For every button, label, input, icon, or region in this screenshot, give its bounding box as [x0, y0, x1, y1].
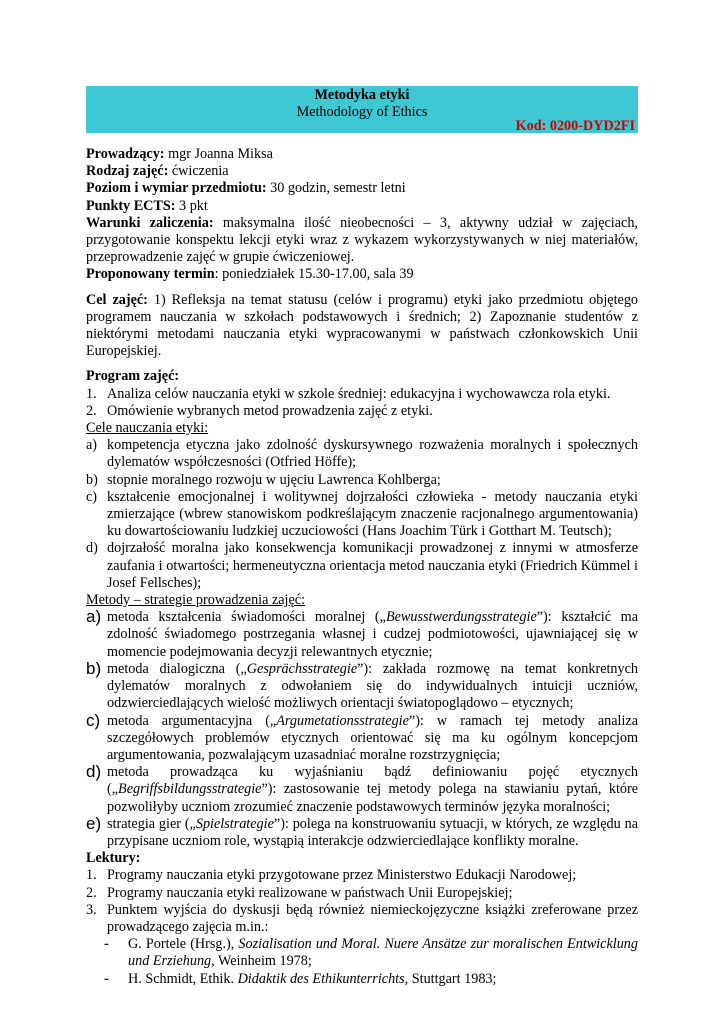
list-item: d) dojrzałość moralna jako konsekwencja komunikacji prowadzonej z innymi w atmosferze zaufania i otwartości; hermeneutyczna orientacja metod nauczania etyki (Friedrich Kümmel i Josef Fellsches); — [86, 540, 638, 591]
goal-paragraph — [86, 292, 638, 361]
ects-label: Punkty ECTS: — [86, 197, 176, 214]
course-header — [86, 86, 638, 133]
type-value: ćwiczenia — [171, 163, 229, 180]
list-item: 1. Analiza celów nauczania etyki w szkole średniej: edukacyjna i wychowawcza rola etyki. — [86, 385, 611, 402]
list-item: c) metoda argumentacyjna („Argumetationsstrategie”): w ramach tej metody analiza szczegółowych problemów etycznych orientować się ma ku ogólnym koncepcjom argumentowania, pozwalającym uzasadniać moralne rozstrzygnięcia; — [86, 710, 639, 763]
program-list — [86, 386, 638, 420]
instructor-value: mgr Joanna Miksa — [168, 146, 273, 162]
term-label: Proponowany termin — [86, 266, 215, 283]
list-item: a) metoda kształcenia świadomości moralnej („Bewusstwerdungsstrategie”): kształcić ma zdolność świadomego postrzegania własnej i cudzej podmiotowości, ujawniającej się w momencie podejmowania decyzji relewantnych etycznie; — [86, 607, 638, 660]
list-item: 2. Programy nauczania etyki realizowane w państwach Unii Europejskiej; — [86, 884, 513, 901]
goals-list — [86, 437, 638, 592]
instructor-line — [86, 146, 638, 163]
instructor-label: Prowadzący: — [86, 146, 165, 162]
list-item: - G. Portele (Hrsg.), Sozialisation und Moral. Nuere Ansätze zur moralischen Entwicklung und Erziehung, Weinheim 1978; — [104, 936, 638, 970]
list-item: d) metoda prowadząca ku wyjaśnianiu bądź definiowaniu pojęć etycznych („Begriffsbildungsstrategie”): zastosowanie tej metody polega na stawianiu pytań, które pozwoliłyby uczniom zrozumieć znaczenie podstawowych terminów języka moralności; — [86, 762, 638, 815]
list-item: 2. Omówienie wybranych metod prowadzenia zajęć z etyki. — [86, 402, 433, 419]
literature-heading: Lektury: — [86, 850, 141, 867]
course-subtitle: Methodology of Ethics — [296, 104, 428, 121]
conditions-line — [86, 215, 638, 267]
type-label: Rodzaj zajęć: — [86, 163, 169, 180]
course-code: Kod: 0200-DYD2FI — [515, 118, 635, 134]
list-item: - H. Schmidt, Ethik. Didaktik des Ethikunterrichts, Stuttgart 1983; — [104, 970, 497, 987]
ects-value: 3 pkt — [179, 197, 208, 214]
program-heading: Program zajęć: — [86, 368, 180, 385]
list-item: a) kompetencja etyczna jako zdolność dyskursywnego rozważenia moralnych i społecznych dylematów współczesności (Otfried Höffe); — [86, 437, 638, 471]
conditions-label: Warunki zaliczenia: — [86, 214, 214, 231]
list-item: 1. Programy nauczania etyki przygotowane przez Ministerstwo Edukacji Narodowej; — [86, 867, 577, 884]
list-item: c) kształcenie emocjonalnej i wolitywnej dojrzałości człowieka - metody nauczania etyki zmierzające (wbrew stanowiskom podkreślającym znaczenie racjonalnego argumentowania) ku dowartościowaniu ludzkiej uczuciowości (Hans Joachim Türk i Gotthart M. Teutsch); — [86, 488, 638, 540]
document-body — [86, 146, 638, 988]
level-label: Poziom i wymiar przedmiotu: — [86, 180, 267, 197]
methods-heading: Metody – strategie prowadzenia zajęć: — [86, 592, 306, 609]
list-item: 3. Punktem wyjścia do dyskusji będą również niemieckojęzyczne książki zreferowane przez prowadzącego zajęcia m.in.: — [86, 901, 638, 935]
term-line — [86, 266, 638, 283]
goal-label: Cel zajęć: — [86, 291, 148, 308]
course-title: Metodyka etyki — [314, 87, 410, 103]
list-item: e) strategia gier („Spielstrategie”): polega na konstruowaniu sytuacji, w których, ze względu na przypisane uczniom role, wystąpią interakcje odzwierciedlające konflikty moralne. — [86, 813, 638, 849]
methods-list — [86, 609, 638, 850]
list-item: b) metoda dialogiczna („Gesprächsstrategie”): zakłada rozmowę na temat konkretnych dylematów moralnych z odwołaniem się do indywidualnych intuicji uczniów, odzwierciedlających wielość możliwych orientacji światopoglądowo – etycznych; — [86, 658, 639, 712]
list-item: b) stopnie moralnego rozwoju w ujęciu Lawrenca Kohlberga; — [86, 471, 441, 488]
conditions-value: maksymalna ilość nieobecności – 3, aktywny udział w zajęciach, przygotowanie konspektu lekcji etyki wraz z wykazem wykorzystywanych w niej materiałów, przeprowadzenie zajęć w grupie ćwiczeniowej. — [86, 214, 638, 266]
goals-heading: Cele nauczania etyki: — [86, 420, 209, 437]
type-line — [86, 163, 638, 180]
ects-line — [86, 198, 638, 215]
books-list — [86, 936, 638, 988]
term-value: : poniedziałek 15.30-17.00, sala 39 — [214, 266, 414, 283]
literature-list — [86, 867, 638, 936]
goal-text: 1) Refleksja na temat statusu (celów i programu) etyki jako przedmiotu objętego programem nauczania w szkołach podstawowych i średnich; 2) Zapoznanie studentów z niektórymi metodami nauczania etyki wypracowanymi w państwach członkowskich Unii Europejskiej. — [86, 291, 639, 360]
level-line — [86, 180, 638, 197]
level-value: 30 godzin, semestr letni — [270, 180, 406, 197]
